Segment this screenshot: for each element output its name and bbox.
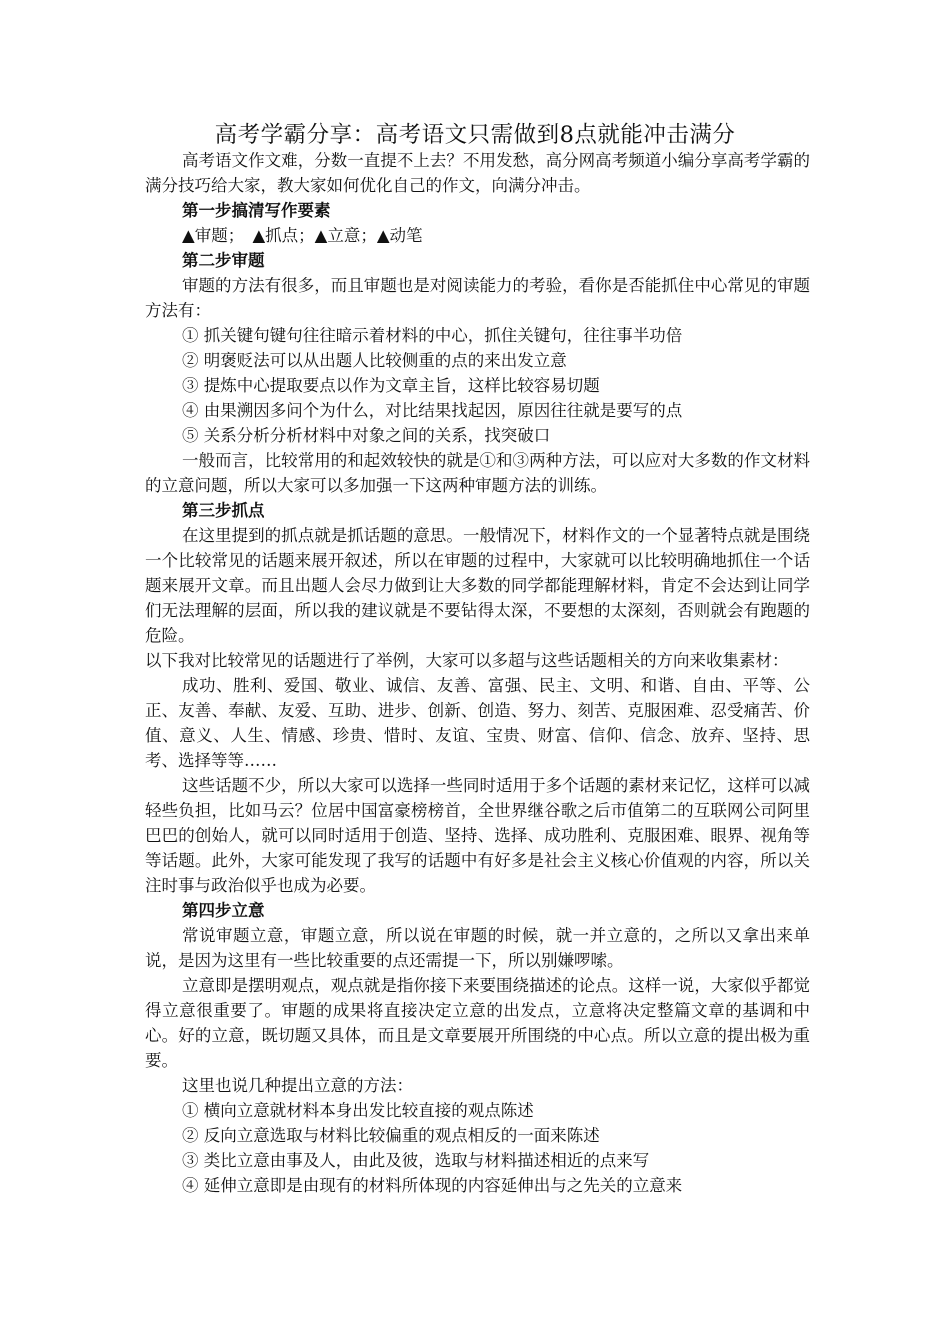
- step1-heading: 第一步搞清写作要素: [182, 201, 331, 220]
- step3-paragraph-1: 在这里提到的抓点就是抓话题的意思。一般情况下，材料作文的一个显著特点就是围绕一个比较常见的话题来展开叙述，所以在审题的过程中，大家就可以比较明确地抓住一个话题来展开文章。而且出题人会尽力做到让大多数的同学都能理解材料，肯定不会达到让同学们无法理解的层面，所以我的建议就是不要钻得太深，不要想的太深刻，否则就会有跑题的危险。: [145, 526, 810, 645]
- step2-method-1: ① 抓关键句键句往往暗示着材料的中心，抓住关键句，往往事半功倍: [182, 326, 683, 345]
- step3-topics: 成功、胜利、爱国、敬业、诚信、友善、富强、民主、文明、和谐、自由、平等、公正、友善、奉献、友爱、互助、进步、创新、创造、努力、刻苦、克服困难、忍受痛苦、价值、意义、人生、情感、珍贵、惜时、友谊、宝贵、财富、信仰、信念、放弃、坚持、思考、选择等等……: [145, 676, 810, 770]
- step4-method-1: ① 横向立意就材料本身出发比较直接的观点陈述: [182, 1101, 534, 1120]
- step4-method-3: ③ 类比立意由事及人，由此及彼，选取与材料描述相近的点来写: [182, 1151, 650, 1170]
- step1-elements: ▲审题； ▲抓点；▲立意；▲动笔: [182, 226, 423, 245]
- step4-method-2: ② 反向立意选取与材料比较偏重的观点相反的一面来陈述: [182, 1126, 600, 1145]
- step2-method-4: ④ 由果溯因多问个为什么，对比结果找起因，原因往往就是要写的点: [182, 401, 683, 420]
- step2-intro: 审题的方法有很多，而且审题也是对阅读能力的考验，看你是否能抓住中心常见的审题方法有：: [145, 276, 810, 320]
- step2-heading: 第二步审题: [182, 251, 265, 270]
- step4-paragraph-2: 立意即是摆明观点，观点就是指你接下来要围绕描述的论点。这样一说，大家似乎都觉得立意很重要了。审题的成果将直接决定立意的出发点，立意将决定整篇文章的基调和中心。好的立意，既切题又具体，而且是文章要展开所围绕的中心点。所以立意的提出极为重要。: [145, 976, 810, 1070]
- step4-method-4: ④ 延伸立意即是由现有的材料所体现的内容延伸出与之先关的立意来: [182, 1176, 683, 1195]
- step3-paragraph-2: 以下我对比较常见的话题进行了举例，大家可以多超与这些话题相关的方向来收集素材：: [145, 651, 789, 670]
- step4-paragraph-1: 常说审题立意，审题立意，所以说在审题的时候，就一并立意的，之所以又拿出来单说，是因为这里有一些比较重要的点还需提一下，所以别嫌啰嗦。: [145, 926, 810, 970]
- step3-paragraph-3: 这些话题不少，所以大家可以选择一些同时适用于多个话题的素材来记忆，这样可以减轻些负担，比如马云？位居中国富豪榜榜首，全世界继谷歌之后市值第二的互联网公司阿里巴巴的创始人，就可以同时适用于创造、坚持、选择、成功胜利、克服困难、眼界、视角等等话题。此外，大家可能发现了我写的话题中有好多是社会主义核心价值观的内容，所以关注时事与政治似乎也成为必要。: [145, 776, 810, 895]
- step3-heading: 第三步抓点: [182, 501, 265, 520]
- intro-paragraph: 高考语文作文难，分数一直提不上去？不用发愁，高分网高考频道小编分享高考学霸的满分技巧给大家，教大家如何优化自己的作文，向满分冲击。: [145, 151, 810, 195]
- step4-heading: 第四步立意: [182, 901, 265, 920]
- step2-method-2: ② 明褒贬法可以从出题人比较侧重的点的来出发立意: [182, 351, 567, 370]
- step2-method-3: ③ 提炼中心提取要点以作为文章主旨，这样比较容易切题: [182, 376, 600, 395]
- step2-method-5: ⑤ 关系分析分析材料中对象之间的关系，找突破口: [182, 426, 551, 445]
- document-body: [145, 148, 810, 1198]
- step2-summary: 一般而言，比较常用的和起效较快的就是①和③两种方法，可以应对大多数的作文材料的立意问题，所以大家可以多加强一下这两种审题方法的训练。: [145, 451, 810, 495]
- document-title: 高考学霸分享：高考语文只需做到8点就能冲击满分: [214, 122, 736, 148]
- step4-paragraph-3: 这里也说几种提出立意的方法：: [182, 1076, 413, 1095]
